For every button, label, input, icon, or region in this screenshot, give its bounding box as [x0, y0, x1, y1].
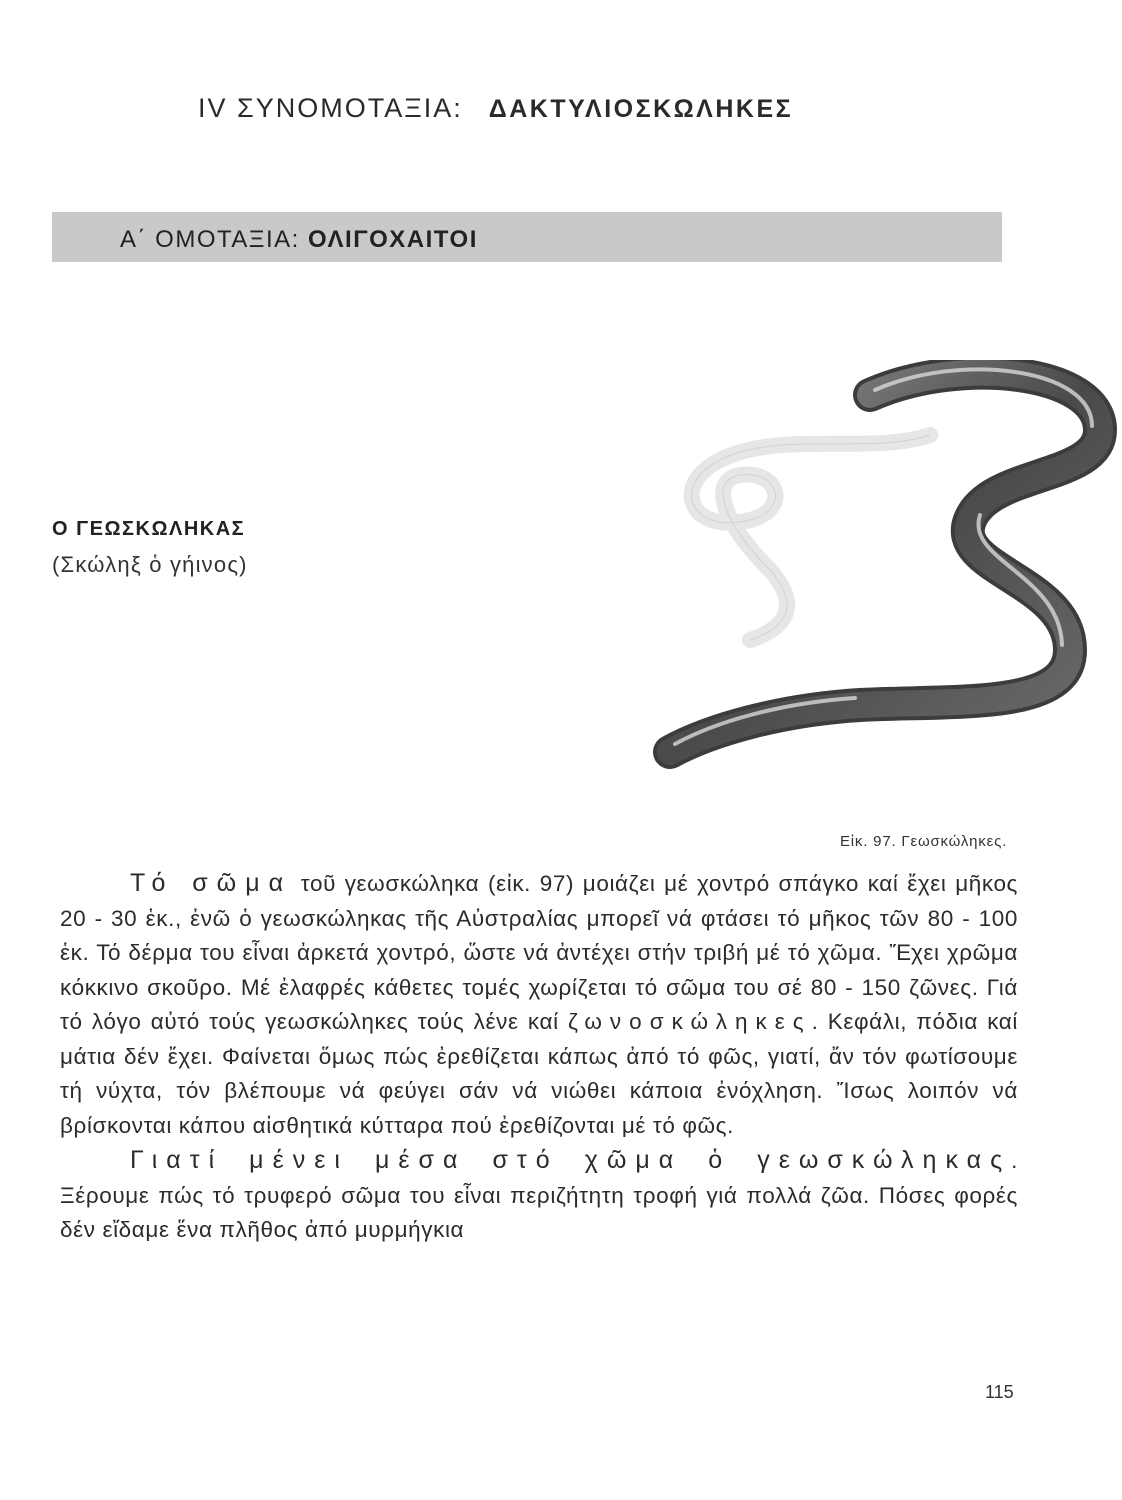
- class-name: ΟΛΙΓΟΧΑΙΤΟΙ: [308, 226, 478, 253]
- p2-lead-term: Γιατί μένει μέσα στό χῶμα ὁ γεωσκώληκας: [130, 1146, 1012, 1174]
- p1-spaced-term: ζωνοσκώληκες: [567, 1009, 812, 1034]
- paragraph-1: [60, 866, 1018, 1143]
- p1-text-a: τοῦ γεωσκώληκα (εἰκ. 97) μοιάζει μέ χοντρό σπάγκο καί ἔχει μῆκος 20 - 30 ἑκ., ἐνῶ ὁ γεωσκώληκας τῆς Αὐστραλίας μπορεῖ νά φτάσει τό μῆκος τῶν 80 - 100 ἑκ. Τό δέρμα του εἶναι ἀρκετά χοντρό, ὥστε νά ἀντέχει στήν τριβή μέ τό χῶμα. Ἔχει χρῶμα κόκκινο σκοῦρο. Μέ ἐλαφρές κάθετες τομές χωρίζεται τό σῶμα του σέ 80 - 150 ζῶνες. Γιά τό λόγο αὐτό τούς γεωσκώληκες τούς λένε καί: [60, 871, 1019, 1034]
- paragraph-2: [60, 1143, 1018, 1248]
- class-prefix: Α΄ ΟΜΟΤΑΞΙΑ:: [120, 226, 300, 253]
- class-heading-band: [52, 212, 1002, 262]
- phylum-name: ΔΑΚΤΥΛΙΟΣΚΩΛΗΚΕΣ: [488, 95, 794, 123]
- p1-text-b: . Κεφάλι, πόδια καί μάτια δέν ἔχει. Φαίνεται ὅμως πώς ἐρεθίζεται κάπως ἀπό τό φῶς, γιατί, ἄν τόν φωτίσουμε τή νύχτα, τόν βλέπουμε νά φεύγει σάν νά νιώθει κάποια ἐνόχληση. Ἴσως λοιπόν νά βρίσκονται κάπου αἰσθητικά κύτταρα πού ἐρεθίζονται μέ τό φῶς.: [60, 1009, 1018, 1138]
- section-subtitle: (Σκώληξ ὁ γήινος): [52, 552, 248, 577]
- p2-text-a: . Ξέρουμε πώς τό τρυφερό σῶμα του εἶναι περιζήτητη τροφή γιά πολλά ζῶα. Πόσες φορές δέν εἴδαμε ἕνα πλῆθος ἀπό μυρμήγκια: [60, 1148, 1018, 1242]
- phylum-heading: [198, 93, 958, 137]
- body-text: [60, 866, 1018, 1248]
- pale-worm: [692, 435, 930, 640]
- p1-lead-term: Τό σῶμα: [130, 869, 293, 897]
- figure-caption: Εἰκ. 97. Γεωσκώληκες.: [840, 833, 1008, 850]
- page-number: 115: [985, 1382, 1014, 1402]
- section-title: Ο ΓΕΩΣΚΩΛΗΚΑΣ: [52, 518, 246, 540]
- phylum-prefix: IV ΣΥΝΟΜΟΤΑΞΙΑ:: [198, 93, 463, 123]
- earthworm-illustration: [630, 360, 1120, 780]
